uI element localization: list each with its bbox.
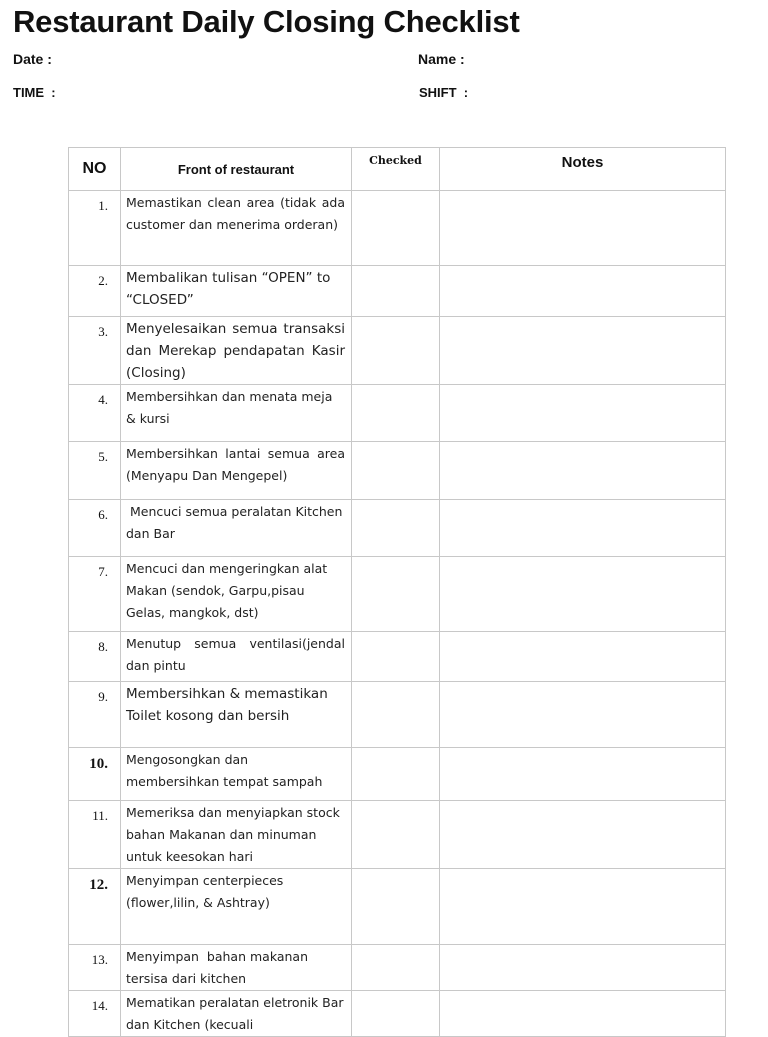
task-text: Mematikan peralatan eletronik Bar dan Kitchen (kecuali xyxy=(121,991,352,1037)
task-text: Mencuci dan mengeringkan alat Makan (sendok, Garpu,pisau Gelas, mangkok, dst) xyxy=(121,557,352,632)
row-number: 4. xyxy=(69,385,121,442)
row-number: 12. xyxy=(69,869,121,945)
notes-cell[interactable] xyxy=(440,682,726,748)
column-header-no: NO xyxy=(69,148,121,191)
checked-cell[interactable] xyxy=(352,317,440,385)
table-row xyxy=(69,682,726,748)
notes-cell[interactable] xyxy=(440,632,726,682)
table-row xyxy=(69,748,726,801)
checked-cell[interactable] xyxy=(352,385,440,442)
notes-cell[interactable] xyxy=(440,945,726,991)
task-text: Menutup semua ventilasi(jendal dan pintu xyxy=(121,632,352,682)
notes-cell[interactable] xyxy=(440,557,726,632)
table-row xyxy=(69,500,726,557)
name-label: Name : xyxy=(418,51,465,67)
task-text: Menyelesaikan semua transaksi dan Merekap pendapatan Kasir (Closing) xyxy=(121,317,352,385)
checked-cell[interactable] xyxy=(352,801,440,869)
checked-cell[interactable] xyxy=(352,991,440,1037)
notes-cell[interactable] xyxy=(440,991,726,1037)
date-label: Date : xyxy=(13,51,52,67)
task-text: Membalikan tulisan “OPEN” to “CLOSED” xyxy=(121,266,352,317)
row-number: 8. xyxy=(69,632,121,682)
notes-cell[interactable] xyxy=(440,191,726,266)
row-number: 2. xyxy=(69,266,121,317)
notes-cell[interactable] xyxy=(440,869,726,945)
row-number: 10. xyxy=(69,748,121,801)
checked-cell[interactable] xyxy=(352,945,440,991)
closing-checklist-table xyxy=(68,147,726,1037)
task-text: Menyimpan centerpieces (flower,lilin, & Ashtray) xyxy=(121,869,352,945)
task-text: Membersihkan lantai semua area (Menyapu Dan Mengepel) xyxy=(121,442,352,500)
table-row xyxy=(69,385,726,442)
column-header-notes: Notes xyxy=(440,148,726,191)
notes-cell[interactable] xyxy=(440,266,726,317)
column-header-checked: Checked xyxy=(352,148,440,191)
table-row xyxy=(69,317,726,385)
checked-cell[interactable] xyxy=(352,500,440,557)
table-row xyxy=(69,632,726,682)
notes-cell[interactable] xyxy=(440,801,726,869)
row-number: 5. xyxy=(69,442,121,500)
row-number: 9. xyxy=(69,682,121,748)
checked-cell[interactable] xyxy=(352,748,440,801)
table-row xyxy=(69,442,726,500)
checked-cell[interactable] xyxy=(352,869,440,945)
row-number: 7. xyxy=(69,557,121,632)
checked-cell[interactable] xyxy=(352,557,440,632)
row-number: 3. xyxy=(69,317,121,385)
table-row xyxy=(69,557,726,632)
checked-cell[interactable] xyxy=(352,632,440,682)
page-title: Restaurant Daily Closing Checklist xyxy=(13,4,520,39)
checked-cell[interactable] xyxy=(352,682,440,748)
notes-cell[interactable] xyxy=(440,317,726,385)
time-label: TIME : xyxy=(13,85,56,100)
table-header-row xyxy=(69,148,726,191)
row-number: 13. xyxy=(69,945,121,991)
task-text: Memastikan clean area (tidak ada customer dan menerima orderan) xyxy=(121,191,352,266)
row-number: 11. xyxy=(69,801,121,869)
notes-cell[interactable] xyxy=(440,385,726,442)
row-number: 6. xyxy=(69,500,121,557)
task-text: Membersihkan dan menata meja & kursi xyxy=(121,385,352,442)
task-text: Mengosongkan dan membersihkan tempat sampah xyxy=(121,748,352,801)
task-text: Membersihkan & memastikan Toilet kosong dan bersih xyxy=(121,682,352,748)
checked-cell[interactable] xyxy=(352,191,440,266)
notes-cell[interactable] xyxy=(440,442,726,500)
row-number: 14. xyxy=(69,991,121,1037)
table-row xyxy=(69,991,726,1037)
table-row xyxy=(69,191,726,266)
task-text: Memeriksa dan menyiapkan stock bahan Makanan dan minuman untuk keesokan hari xyxy=(121,801,352,869)
checked-cell[interactable] xyxy=(352,442,440,500)
column-header-front-of-restaurant: Front of restaurant xyxy=(121,148,352,191)
table-row xyxy=(69,801,726,869)
task-text: Mencuci semua peralatan Kitchen dan Bar xyxy=(121,500,352,557)
table-row xyxy=(69,945,726,991)
table-row xyxy=(69,266,726,317)
checked-cell[interactable] xyxy=(352,266,440,317)
notes-cell[interactable] xyxy=(440,748,726,801)
task-text: Menyimpan bahan makanan tersisa dari kitchen xyxy=(121,945,352,991)
shift-label: SHIFT : xyxy=(419,85,469,100)
row-number: 1. xyxy=(69,191,121,266)
notes-cell[interactable] xyxy=(440,500,726,557)
table-row xyxy=(69,869,726,945)
